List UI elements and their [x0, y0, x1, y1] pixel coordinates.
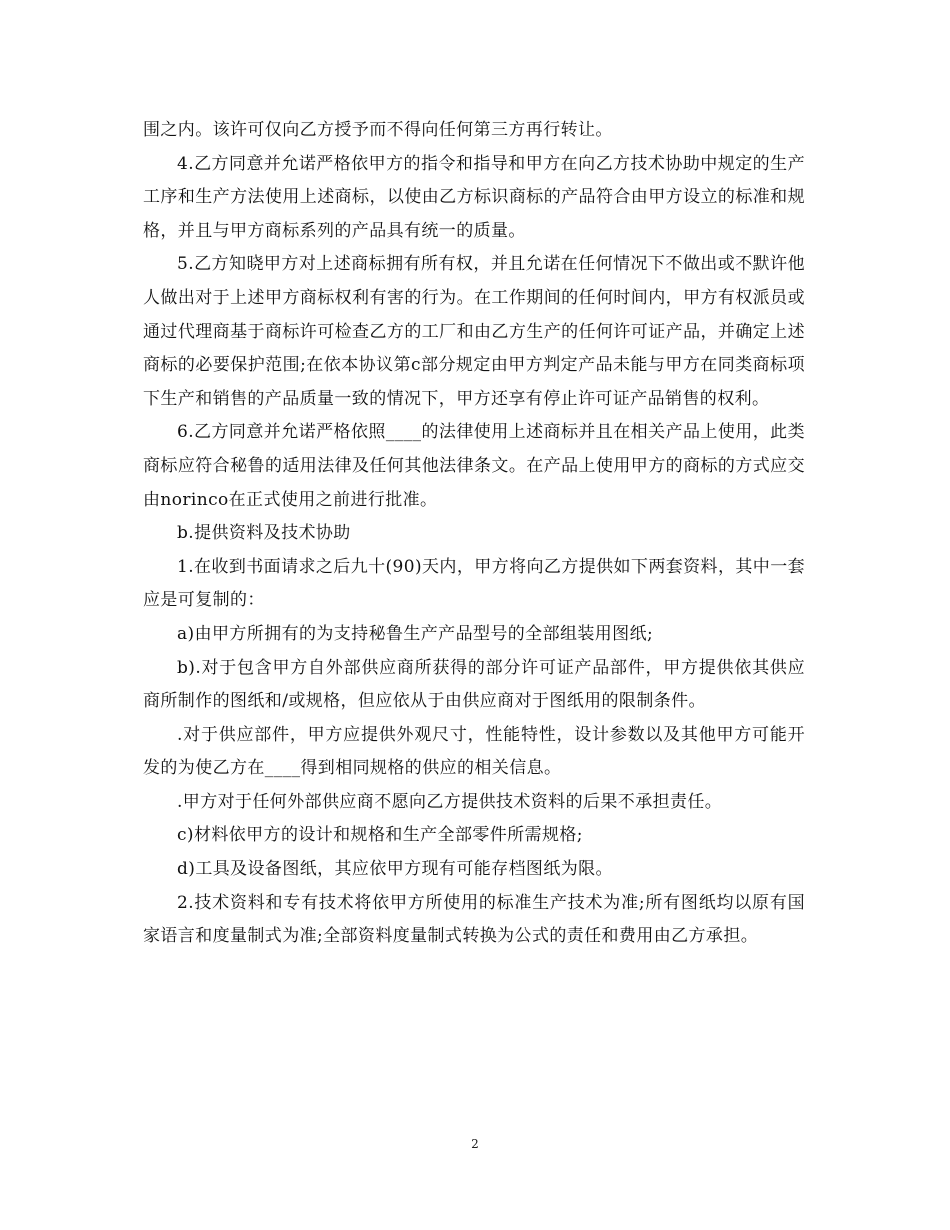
paragraph-b-1-a: a)由甲方所拥有的为支持秘鲁生产产品型号的全部组装用图纸; [177, 623, 654, 644]
paragraph-b-1-c: c)材料依甲方的设计和规格和生产全部零件所需规格; [177, 825, 583, 846]
page-number: 2 [471, 1137, 479, 1151]
paragraph-continuation: 围之内。该许可仅向乙方授予而不得向任何第三方再行转让。 [143, 120, 613, 140]
paragraph-clause-4: 4.乙方同意并允诺严格依甲方的指令和指导和甲方在向乙方技术协助中规定的生产工序和生产方法使用上述商标，以使由乙方标识商标的产品符合由甲方设立的标准和规格，并且与甲方商标系列的产品具有统一的质量。 [143, 153, 805, 241]
paragraph-b-1: 1.在收到书面请求之后九十(90)天内，甲方将向乙方提供如下两套资料，其中一套应是可复制的： [143, 556, 805, 611]
paragraph-supply-parts: .对于供应部件，甲方应提供外观尺寸，性能特性，设计参数以及其他甲方可能开发的为使乙方在____得到相同规格的供应的相关信息。 [143, 724, 805, 779]
document-body [143, 114, 805, 954]
paragraph-clause-5: 5.乙方知晓甲方对上述商标拥有所有权，并且允诺在任何情况下不做出或不默许他人做出对于上述甲方商标权利有害的行为。在工作期间的任何时间内，甲方有权派员或通过代理商基于商标许可检查乙方的工厂和由乙方生产的任何许可证产品，并确定上述商标的必要保护范围;在依本协议第c部分规定由甲方判定产品未能与甲方在同类商标项下生产和销售的产品质量一致的情况下，甲方还享有停止许可证产品销售的权利。 [143, 254, 805, 409]
paragraph-b-2: 2.技术资料和专有技术将依甲方所使用的标准生产技术为准;所有图纸均以原有国家语言和度量制式为准;全部资料度量制式转换为公式的责任和费用由乙方承担。 [143, 892, 805, 947]
section-heading-b: b.提供资料及技术协助 [177, 523, 351, 544]
paragraph-b-1-b: b).对于包含甲方自外部供应商所获得的部分许可证产品部件，甲方提供依其供应商所制作的图纸和/或规格，但应依从于由供应商对于图纸用的限制条件。 [143, 657, 805, 712]
paragraph-no-liability: .甲方对于任何外部供应商不愿向乙方提供技术资料的后果不承担责任。 [177, 791, 723, 812]
paragraph-clause-6: 6.乙方同意并允诺严格依照____的法律使用上述商标并且在相关产品上使用，此类商标应符合秘鲁的适用法律及任何其他法律条文。在产品上使用甲方的商标的方式应交由norinco在正式使用之前进行批准。 [143, 422, 805, 510]
paragraph-b-1-d: d)工具及设备图纸，其应依甲方现有可能存档图纸为限。 [177, 859, 613, 880]
